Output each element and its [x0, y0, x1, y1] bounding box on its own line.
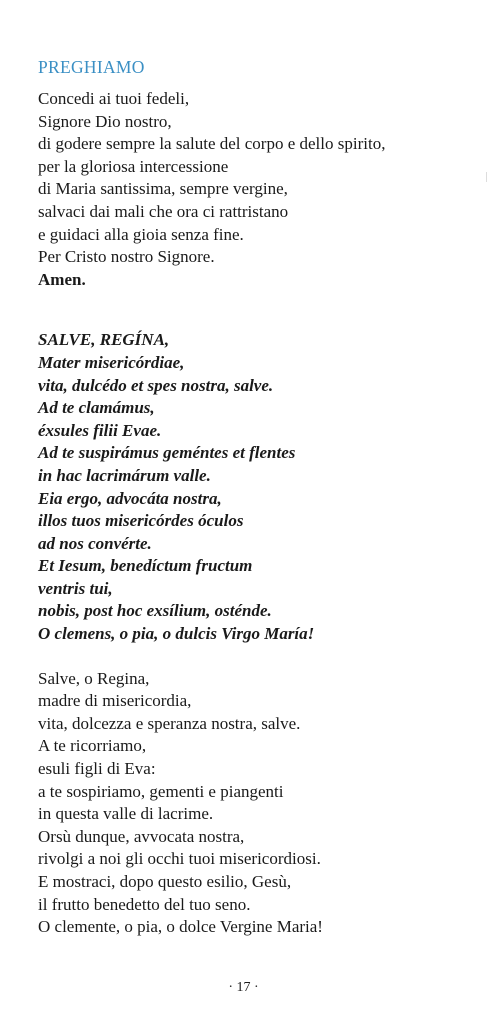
italian-line: O clemente, o pia, o dolce Vergine Maria!	[38, 917, 323, 937]
italian-line: rivolgi a noi gli occhi tuoi misericordiosi.	[38, 849, 321, 869]
prayer-line: di godere sempre la salute del corpo e dello spirito,	[38, 134, 386, 154]
prayer-line: di Maria santissima, sempre vergine,	[38, 179, 288, 199]
latin-line: Mater misericórdiae,	[38, 352, 185, 372]
page-number: · 17 ·	[228, 980, 259, 995]
italian-line: a te sospiriamo, gementi e piangenti	[38, 781, 284, 801]
amen-line: Amen.	[38, 269, 86, 289]
latin-line: Ad te clamámus,	[38, 398, 155, 418]
italian-line: esuli figli di Eva:	[38, 759, 156, 779]
italian-line: in questa valle di lacrime.	[38, 804, 214, 824]
latin-line: O clemens, o pia, o dulcis Virgo María!	[38, 624, 315, 644]
section-heading: PREGHIAMO	[38, 57, 145, 77]
latin-line: vita, dulcédo et spes nostra, salve.	[38, 375, 274, 395]
prayer-line: Per Cristo nostro Signore.	[38, 247, 215, 267]
italian-line: A te ricorriamo,	[38, 736, 147, 756]
italian-line: Salve, o Regina,	[38, 668, 150, 688]
italian-line: Orsù dunque, avvocata nostra,	[38, 826, 245, 846]
page-content	[38, 56, 478, 939]
prayer-line: e guidaci alla gioia senza fine.	[38, 224, 244, 244]
prayer-line: per la gloriosa intercessione	[38, 156, 229, 176]
latin-line: ventris tui,	[38, 578, 113, 598]
latin-line: Eia ergo, advocáta nostra,	[38, 488, 222, 508]
italian-line: madre di misericordia,	[38, 691, 192, 711]
italian-line: il frutto benedetto del tuo seno.	[38, 894, 251, 914]
prayer-line: Concedi ai tuoi fedeli,	[38, 89, 190, 108]
latin-line: nobis, post hoc exsílium, osténde.	[38, 601, 272, 621]
italian-line: E mostraci, dopo questo esilio, Gesù,	[38, 872, 292, 891]
italian-prayer	[38, 668, 478, 939]
latin-line: éxsules filii Evae.	[38, 420, 162, 440]
prayer-text	[38, 88, 478, 291]
italian-line: vita, dolcezza e speranza nostra, salve.	[38, 713, 301, 733]
prayer-line: Signore Dio nostro,	[38, 111, 172, 131]
latin-line: in hac lacrimárum valle.	[38, 465, 211, 485]
latin-line: Et Iesum, benedíctum fructum	[38, 556, 253, 576]
prayer-line: salvaci dai mali che ora ci rattristano	[38, 201, 289, 221]
latin-prayer	[38, 329, 478, 645]
latin-line: ad nos convérte.	[38, 533, 152, 553]
latin-line: Ad te suspirámus geméntes et flentes	[38, 443, 296, 463]
latin-line: illos tuos misericórdes óculos	[38, 511, 244, 531]
latin-title: SALVE, REGÍNA,	[38, 330, 170, 350]
